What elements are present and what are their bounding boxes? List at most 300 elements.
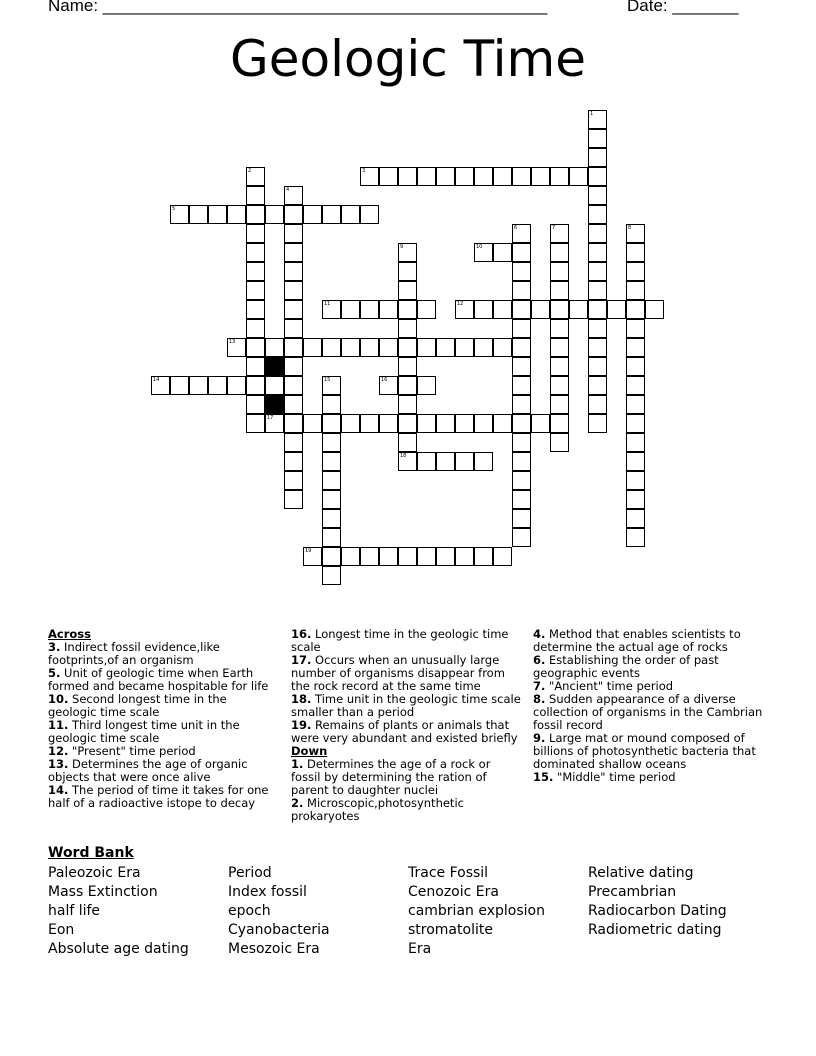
grid-cell[interactable] <box>189 205 208 224</box>
grid-cell[interactable] <box>531 414 550 433</box>
grid-cell[interactable] <box>455 547 474 566</box>
grid-cell[interactable] <box>246 376 265 395</box>
grid-cell[interactable] <box>569 300 588 319</box>
grid-cell[interactable] <box>379 376 398 395</box>
grid-cell[interactable] <box>284 262 303 281</box>
grid-cell[interactable] <box>360 167 379 186</box>
clue-number-label: 9. <box>533 731 546 745</box>
grid-cell[interactable] <box>246 414 265 433</box>
clue-number: 15 <box>324 377 331 383</box>
black-square <box>265 395 284 414</box>
grid-cell[interactable] <box>246 205 265 224</box>
grid-cell[interactable] <box>512 452 531 471</box>
word-bank-item: Relative dating <box>588 865 694 881</box>
clue <box>48 719 276 745</box>
clue-text: The period of time it takes for one half of a radioactive istope to decay <box>48 783 269 810</box>
grid-cell[interactable] <box>512 319 531 338</box>
grid-cell[interactable] <box>246 395 265 414</box>
grid-cell[interactable] <box>512 281 531 300</box>
grid-cell[interactable] <box>493 167 512 186</box>
clue-number-label: 4. <box>533 627 546 641</box>
grid-cell[interactable] <box>360 547 379 566</box>
grid-cell[interactable] <box>512 357 531 376</box>
black-square <box>265 357 284 376</box>
grid-cell[interactable] <box>265 338 284 357</box>
word-bank-item: stromatolite <box>408 922 493 938</box>
grid-cell[interactable] <box>379 167 398 186</box>
word-bank-column <box>48 864 189 959</box>
grid-cell[interactable] <box>436 452 455 471</box>
grid-cell[interactable] <box>436 167 455 186</box>
grid-cell[interactable] <box>512 262 531 281</box>
grid-cell[interactable] <box>626 471 645 490</box>
clue-number: 6 <box>514 225 518 231</box>
grid-cell[interactable] <box>588 338 607 357</box>
grid-cell[interactable] <box>417 376 436 395</box>
grid-cell[interactable] <box>626 452 645 471</box>
grid-cell[interactable] <box>322 338 341 357</box>
grid-cell[interactable] <box>246 167 265 186</box>
clue-number: 16 <box>381 377 388 383</box>
grid-cell[interactable] <box>550 357 569 376</box>
grid-cell[interactable] <box>474 452 493 471</box>
grid-cell[interactable] <box>512 509 531 528</box>
grid-cell[interactable] <box>512 471 531 490</box>
grid-cell[interactable] <box>303 547 322 566</box>
grid-cell[interactable] <box>626 490 645 509</box>
grid-cell[interactable] <box>417 414 436 433</box>
clue-number: 11 <box>324 301 331 307</box>
word-bank-item: Radiometric dating <box>588 922 722 938</box>
grid-cell[interactable] <box>303 414 322 433</box>
grid-cell[interactable] <box>550 433 569 452</box>
clue <box>291 758 521 797</box>
grid-cell[interactable] <box>550 414 569 433</box>
grid-cell[interactable] <box>322 376 341 395</box>
clue-text: Unit of geologic time when Earth formed and became hospitable for life <box>48 666 269 693</box>
clue <box>533 628 765 654</box>
clue-number: 2 <box>248 168 252 174</box>
grid-cell[interactable] <box>550 319 569 338</box>
grid-cell[interactable] <box>284 433 303 452</box>
word-bank-item: Mesozoic Era <box>228 941 320 957</box>
grid-cell[interactable] <box>265 376 284 395</box>
grid-cell[interactable] <box>626 262 645 281</box>
grid-cell[interactable] <box>322 433 341 452</box>
grid-cell[interactable] <box>417 338 436 357</box>
clue-number-label: 2. <box>291 796 304 810</box>
grid-cell[interactable] <box>588 319 607 338</box>
grid-cell[interactable] <box>322 528 341 547</box>
grid-cell[interactable] <box>398 300 417 319</box>
clue-text: Determines the age of a rock or fossil by determining the ration of parent to daughter nuclei <box>291 757 491 797</box>
grid-cell[interactable] <box>474 547 493 566</box>
grid-cell[interactable] <box>208 376 227 395</box>
word-bank-item: Precambrian <box>588 884 677 900</box>
grid-cell[interactable] <box>398 262 417 281</box>
grid-cell[interactable] <box>531 300 550 319</box>
clue-number: 8 <box>628 225 632 231</box>
clue-number: 1 <box>590 111 594 117</box>
grid-cell[interactable] <box>284 205 303 224</box>
clue-text: Microscopic,photosynthetic prokaryotes <box>291 796 464 823</box>
grid-cell[interactable] <box>455 414 474 433</box>
grid-cell[interactable] <box>322 490 341 509</box>
grid-cell[interactable] <box>284 186 303 205</box>
clue-number-label: 19. <box>291 718 312 732</box>
grid-cell[interactable] <box>588 262 607 281</box>
word-bank-item: Radiocarbon Dating <box>588 903 727 919</box>
grid-cell[interactable] <box>588 205 607 224</box>
grid-cell[interactable] <box>493 300 512 319</box>
grid-cell[interactable] <box>550 262 569 281</box>
clue-number-label: 17. <box>291 653 312 667</box>
grid-cell[interactable] <box>550 167 569 186</box>
grid-cell[interactable] <box>550 338 569 357</box>
clue <box>291 797 521 823</box>
grid-cell[interactable] <box>588 243 607 262</box>
grid-cell[interactable] <box>151 376 170 395</box>
clue <box>533 693 765 732</box>
clue-text: Second longest time in the geologic time scale <box>48 692 227 719</box>
grid-cell[interactable] <box>474 414 493 433</box>
word-bank-column <box>408 864 545 959</box>
clue-number: 12 <box>457 301 464 307</box>
grid-cell[interactable] <box>341 300 360 319</box>
clue-number-label: 16. <box>291 627 312 641</box>
clue-number-label: 14. <box>48 783 69 797</box>
grid-cell[interactable] <box>626 376 645 395</box>
grid-cell[interactable] <box>417 452 436 471</box>
clue-text: Indirect fossil evidence,like footprints,of an organism <box>48 640 220 667</box>
grid-cell[interactable] <box>588 281 607 300</box>
grid-cell[interactable] <box>493 338 512 357</box>
grid-cell[interactable] <box>626 395 645 414</box>
grid-cell[interactable] <box>398 395 417 414</box>
clue-number: 19 <box>305 548 312 554</box>
clue-number: 7 <box>552 225 556 231</box>
grid-cell[interactable] <box>474 243 493 262</box>
word-bank-item: Paleozoic Era <box>48 865 141 881</box>
clue <box>291 719 521 745</box>
grid-cell[interactable] <box>341 205 360 224</box>
grid-cell[interactable] <box>322 205 341 224</box>
grid-cell[interactable] <box>284 357 303 376</box>
grid-cell[interactable] <box>588 376 607 395</box>
grid-cell[interactable] <box>227 376 246 395</box>
grid-cell[interactable] <box>398 243 417 262</box>
grid-cell[interactable] <box>474 167 493 186</box>
grid-cell[interactable] <box>246 319 265 338</box>
grid-cell[interactable] <box>626 509 645 528</box>
grid-cell[interactable] <box>455 452 474 471</box>
grid-cell[interactable] <box>474 338 493 357</box>
grid-cell[interactable] <box>303 205 322 224</box>
clue-number: 5 <box>172 206 176 212</box>
grid-cell[interactable] <box>398 433 417 452</box>
clue <box>48 758 276 784</box>
grid-cell[interactable] <box>436 414 455 433</box>
grid-cell[interactable] <box>550 376 569 395</box>
grid-cell[interactable] <box>569 167 588 186</box>
grid-cell[interactable] <box>322 395 341 414</box>
grid-cell[interactable] <box>512 490 531 509</box>
grid-cell[interactable] <box>246 281 265 300</box>
grid-cell[interactable] <box>246 224 265 243</box>
clue-number-label: 7. <box>533 679 546 693</box>
word-bank-item: Cenozoic Era <box>408 884 499 900</box>
word-bank-item: Eon <box>48 922 75 938</box>
word-bank-column <box>228 864 330 959</box>
grid-cell[interactable] <box>512 243 531 262</box>
grid-cell[interactable] <box>588 357 607 376</box>
grid-cell[interactable] <box>303 338 322 357</box>
grid-cell[interactable] <box>341 547 360 566</box>
grid-cell[interactable] <box>512 414 531 433</box>
grid-cell[interactable] <box>550 300 569 319</box>
grid-cell[interactable] <box>588 186 607 205</box>
grid-cell[interactable] <box>512 376 531 395</box>
grid-cell[interactable] <box>493 547 512 566</box>
name-field: Name: _______________________________________________ <box>48 0 548 15</box>
page-title: Geologic Time <box>230 30 586 88</box>
clue-number-label: 6. <box>533 653 546 667</box>
grid-cell[interactable] <box>588 167 607 186</box>
clue-number-label: 5. <box>48 666 61 680</box>
grid-cell[interactable] <box>398 338 417 357</box>
grid-cell[interactable] <box>398 376 417 395</box>
grid-cell[interactable] <box>246 262 265 281</box>
clue-number-label: 18. <box>291 692 312 706</box>
clue-number-label: 1. <box>291 757 304 771</box>
grid-cell[interactable] <box>588 129 607 148</box>
clue-number: 4 <box>286 187 290 193</box>
grid-cell[interactable] <box>341 338 360 357</box>
word-bank-item: cambrian explosion <box>408 903 545 919</box>
clue-number-label: 11. <box>48 718 69 732</box>
grid-cell[interactable] <box>626 414 645 433</box>
clue <box>48 641 276 667</box>
word-bank-item: Cyanobacteria <box>228 922 330 938</box>
word-bank-item: Trace Fossil <box>408 865 489 881</box>
word-bank-item: Absolute age dating <box>48 941 189 957</box>
clues-column-1 <box>48 628 276 810</box>
grid-cell[interactable] <box>626 300 645 319</box>
grid-cell[interactable] <box>284 300 303 319</box>
word-bank-item: epoch <box>228 903 271 919</box>
grid-cell[interactable] <box>512 300 531 319</box>
clue <box>48 667 276 693</box>
grid-cell[interactable] <box>360 414 379 433</box>
grid-cell[interactable] <box>265 414 284 433</box>
grid-cell[interactable] <box>360 338 379 357</box>
grid-cell[interactable] <box>626 243 645 262</box>
grid-cell[interactable] <box>493 414 512 433</box>
grid-cell[interactable] <box>645 300 664 319</box>
clue-number: 13 <box>229 339 236 345</box>
grid-cell[interactable] <box>550 243 569 262</box>
grid-cell[interactable] <box>493 243 512 262</box>
word-bank-item: Period <box>228 865 272 881</box>
grid-cell[interactable] <box>398 414 417 433</box>
clue-text: Occurs when an unusually large number of organisms disappear from the rock record at the same time <box>291 653 505 693</box>
clue-text: Longest time in the geologic time scale <box>291 627 509 654</box>
grid-cell[interactable] <box>284 281 303 300</box>
grid-cell[interactable] <box>626 528 645 547</box>
grid-cell[interactable] <box>626 224 645 243</box>
grid-cell[interactable] <box>227 338 246 357</box>
grid-cell[interactable] <box>417 167 436 186</box>
grid-cell[interactable] <box>284 471 303 490</box>
grid-cell[interactable] <box>398 167 417 186</box>
grid-cell[interactable] <box>588 110 607 129</box>
grid-cell[interactable] <box>265 205 284 224</box>
grid-cell[interactable] <box>474 300 493 319</box>
clue <box>533 732 765 771</box>
grid-cell[interactable] <box>379 547 398 566</box>
grid-cell[interactable] <box>360 300 379 319</box>
grid-cell[interactable] <box>626 357 645 376</box>
grid-cell[interactable] <box>588 395 607 414</box>
grid-cell[interactable] <box>322 547 341 566</box>
grid-cell[interactable] <box>550 224 569 243</box>
grid-cell[interactable] <box>417 300 436 319</box>
grid-cell[interactable] <box>322 414 341 433</box>
grid-cell[interactable] <box>512 433 531 452</box>
word-bank-item: half life <box>48 903 101 919</box>
clues-column-3 <box>533 628 765 784</box>
clue <box>533 771 765 784</box>
clue-number-label: 8. <box>533 692 546 706</box>
grid-cell[interactable] <box>398 452 417 471</box>
clue <box>48 784 276 810</box>
grid-cell[interactable] <box>379 300 398 319</box>
grid-cell[interactable] <box>208 205 227 224</box>
grid-cell[interactable] <box>588 300 607 319</box>
grid-cell[interactable] <box>379 414 398 433</box>
grid-cell[interactable] <box>512 338 531 357</box>
grid-cell[interactable] <box>550 281 569 300</box>
clue <box>291 693 521 719</box>
grid-cell[interactable] <box>284 395 303 414</box>
grid-cell[interactable] <box>531 167 550 186</box>
grid-cell[interactable] <box>550 395 569 414</box>
clue-number-label: 12. <box>48 744 69 758</box>
grid-cell[interactable] <box>360 205 379 224</box>
grid-cell[interactable] <box>398 547 417 566</box>
clue-number: 14 <box>153 377 160 383</box>
grid-cell[interactable] <box>455 167 474 186</box>
word-bank-item: Mass Extinction <box>48 884 158 900</box>
clue-number-label: 15. <box>533 770 554 784</box>
grid-cell[interactable] <box>284 452 303 471</box>
word-bank-item: Era <box>408 941 432 957</box>
word-bank-title: Word Bank <box>48 845 134 861</box>
grid-cell[interactable] <box>322 566 341 585</box>
grid-cell[interactable] <box>322 300 341 319</box>
grid-cell[interactable] <box>246 357 265 376</box>
clue <box>48 693 276 719</box>
clue-number: 9 <box>400 244 404 250</box>
clue-text: "Middle" time period <box>553 770 676 784</box>
clue-text: Third longest time unit in the geologic time scale <box>48 718 240 745</box>
clue-number: 17 <box>267 415 274 421</box>
grid-cell[interactable] <box>246 186 265 205</box>
grid-cell[interactable] <box>512 528 531 547</box>
grid-cell[interactable] <box>455 338 474 357</box>
grid-cell[interactable] <box>398 281 417 300</box>
down-heading: Down <box>291 744 328 758</box>
clue-text: Sudden appearance of a diverse collection of organisms in the Cambrian fossil record <box>533 692 763 732</box>
grid-cell[interactable] <box>189 376 208 395</box>
clue-text: "Present" time period <box>68 744 196 758</box>
clue <box>291 628 521 654</box>
clue-text: Large mat or mound composed of billions of photosynthetic bacteria that dominated shallow oceans <box>533 731 756 771</box>
word-bank-item: Index fossil <box>228 884 307 900</box>
grid-cell[interactable] <box>436 547 455 566</box>
grid-cell[interactable] <box>398 357 417 376</box>
grid-cell[interactable] <box>626 319 645 338</box>
grid-cell[interactable] <box>379 338 398 357</box>
grid-cell[interactable] <box>512 224 531 243</box>
clue-text: Method that enables scientists to determine the actual age of rocks <box>533 627 741 654</box>
word-bank-column <box>588 864 727 940</box>
clue-number: 10 <box>476 244 483 250</box>
clue-text: Time unit in the geologic time scale smaller than a period <box>291 692 521 719</box>
grid-cell[interactable] <box>170 376 189 395</box>
clue-number-label: 10. <box>48 692 69 706</box>
grid-cell[interactable] <box>588 414 607 433</box>
grid-cell[interactable] <box>417 547 436 566</box>
grid-cell[interactable] <box>436 338 455 357</box>
grid-cell[interactable] <box>512 167 531 186</box>
grid-cell[interactable] <box>246 243 265 262</box>
grid-cell[interactable] <box>227 205 246 224</box>
grid-cell[interactable] <box>284 338 303 357</box>
clue-number: 3 <box>362 168 366 174</box>
clue-text: Remains of plants or animals that were very abundant and existed briefly <box>291 718 518 745</box>
grid-cell[interactable] <box>341 414 360 433</box>
grid-cell[interactable] <box>588 148 607 167</box>
grid-cell[interactable] <box>626 281 645 300</box>
grid-cell[interactable] <box>322 471 341 490</box>
grid-cell[interactable] <box>284 319 303 338</box>
grid-cell[interactable] <box>512 395 531 414</box>
grid-cell[interactable] <box>284 224 303 243</box>
grid-cell[interactable] <box>170 205 189 224</box>
grid-cell[interactable] <box>322 452 341 471</box>
clue <box>291 654 521 693</box>
grid-cell[interactable] <box>284 376 303 395</box>
clue-number: 18 <box>400 453 407 459</box>
grid-cell[interactable] <box>588 224 607 243</box>
grid-cell[interactable] <box>322 509 341 528</box>
grid-cell[interactable] <box>284 414 303 433</box>
clue <box>533 654 765 680</box>
grid-cell[interactable] <box>246 300 265 319</box>
clue-number-label: 13. <box>48 757 69 771</box>
grid-cell[interactable] <box>246 338 265 357</box>
grid-cell[interactable] <box>455 300 474 319</box>
grid-cell[interactable] <box>626 433 645 452</box>
clue-number-label: 3. <box>48 640 61 654</box>
clue-text: "Ancient" time period <box>545 679 674 693</box>
grid-cell[interactable] <box>626 338 645 357</box>
grid-cell[interactable] <box>284 243 303 262</box>
grid-cell[interactable] <box>284 490 303 509</box>
grid-cell[interactable] <box>607 300 626 319</box>
grid-cell[interactable] <box>398 319 417 338</box>
